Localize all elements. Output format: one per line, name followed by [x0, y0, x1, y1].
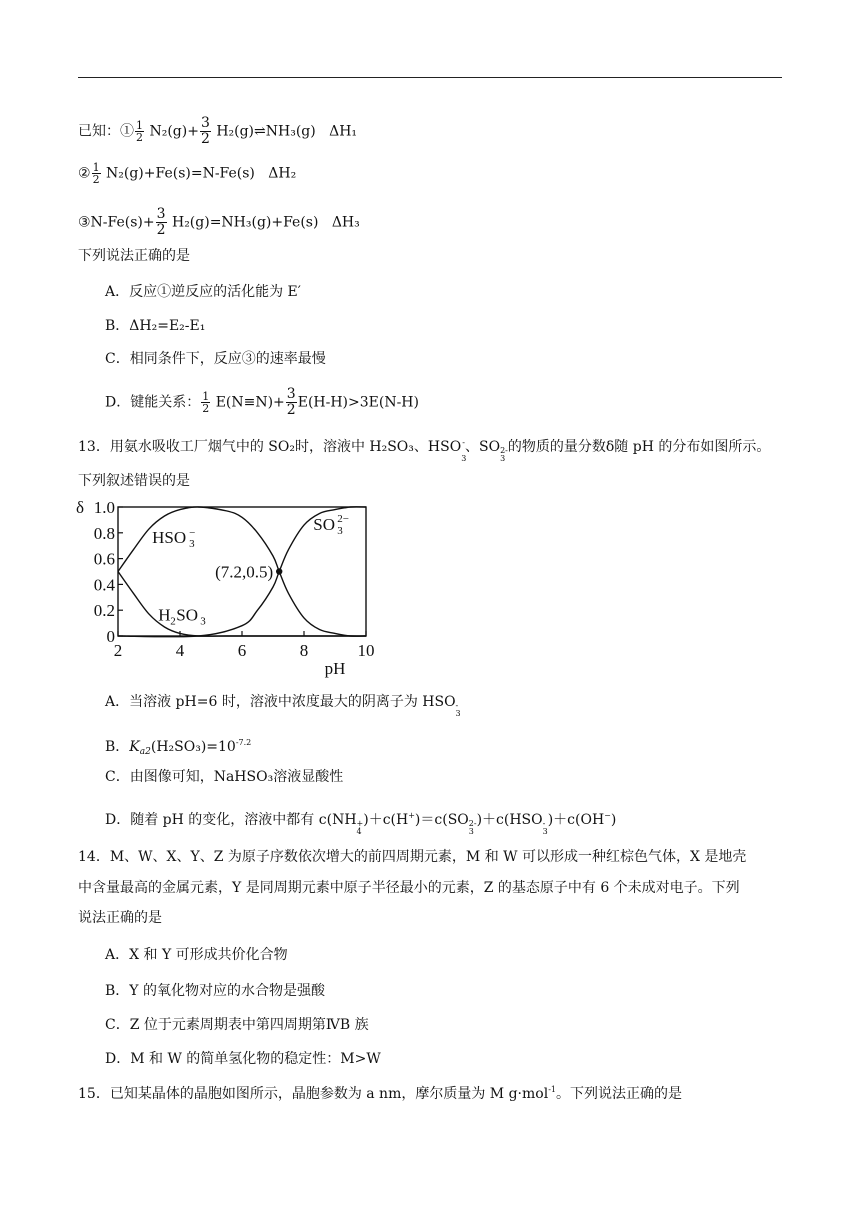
q12-stem: 下列说法正确的是 [78, 248, 190, 264]
q14-option-c: C．Z 位于元素周期表中第四周期第ⅣB 族 [105, 1017, 369, 1033]
q12-option-b: B．ΔH₂=E₂-E₁ [105, 318, 206, 334]
q13-stem-line2: 下列叙述错误的是 [78, 473, 190, 489]
fraction-three-halves: $\frac{3}{2}$ [200, 115, 210, 147]
y-axis-label: δ [76, 498, 85, 517]
label-hso3-sub: 3 [189, 538, 195, 551]
label-so3: SO [313, 515, 336, 535]
y-tick-label: 1.0 [93, 498, 115, 517]
q15-stem: 15．已知某晶体的晶胞如图所示，晶胞参数为 a nm，摩尔质量为 M g·mol$^{-1}$。下列说法正确的是 [78, 1085, 682, 1102]
given-intro: 已知：① [78, 123, 134, 140]
label-h2so3-sub: 2 [170, 615, 176, 628]
label-h2so3-sub2: 3 [200, 615, 206, 628]
y-tick-label: 0.4 [93, 575, 115, 595]
y-tick-label: 0.6 [93, 549, 115, 569]
reaction-1: 已知：① $\frac{1}{2}$ N₂(g)+ $\frac{3}{2}$ H₂(g)⇌NH₃(g) ΔH₁ [78, 115, 358, 147]
q12-option-a: A．反应①逆反应的活化能为 E′ [105, 284, 301, 300]
label-h2so3-tail: SO [176, 605, 199, 625]
x-tick-label: 8 [299, 641, 309, 660]
header-rule [78, 77, 782, 78]
label-hso3-charge: − [189, 527, 196, 540]
equilibrium-arrow: ⇌ [254, 123, 266, 140]
q14-option-b: B．Y 的氧化物对应的水合物是强酸 [105, 983, 325, 999]
q13-option-b: B．$K_{a2}(H_2SO_3)=10^{-7.2}$ [105, 738, 252, 757]
reaction-2: ② $\frac{1}{2}$ N₂(g)+Fe(s)=N-Fe(s) ΔH₂ [78, 161, 297, 186]
q14-stem-line1: 14．M、W、X、Y、Z 为原子序数依次增大的前四周期元素，M 和 W 可以形成一种红棕色气体，X 是地壳 [78, 849, 747, 865]
speciation-chart-svg [74, 495, 384, 680]
x-tick-label: 10 [357, 641, 375, 660]
label-so3-sub: 3 [337, 525, 343, 538]
q12-option-d: D．键能关系： $\frac{1}{2}$ E(N≡N)+ $\frac{3}{2}$ E(H-H)>3E(N-H) [105, 386, 419, 418]
intersection-label: (7.2,0.5) [215, 562, 274, 582]
x-tick-label: 2 [113, 641, 123, 660]
reaction-3: ③N-Fe(s)+ $\frac{3}{2}$ H₂(g)=NH₃(g)+Fe(s) ΔH₃ [78, 206, 360, 238]
y-tick-label: 0.8 [93, 523, 115, 543]
q13-option-c: C．由图像可知，NaHSO₃溶液显酸性 [105, 769, 344, 785]
x-axis-label: pH [324, 659, 346, 678]
y-tick-label: 0 [106, 627, 115, 646]
q14-stem-line2: 中含量最高的金属元素，Y 是同周期元素中原子半径最小的元素，Z 的基态原子中有 6 个未成对电子。下列 [78, 880, 740, 896]
x-tick-label: 6 [237, 641, 247, 660]
speciation-chart [74, 495, 384, 680]
q14-option-a: A．X 和 Y 可形成共价化合物 [105, 947, 288, 963]
label-h2so3: H [158, 605, 171, 625]
q13-stem: 13．用氨水吸收工厂烟气中的 SO₂时，溶液中 H₂SO₃、HSO 3 -、SO 2- 3 的物质的量分数δ随 pH 的分布如图所示。 [78, 438, 771, 463]
q12-option-c: C．相同条件下，反应③的速率最慢 [105, 351, 326, 367]
y-tick-label: 0.2 [93, 601, 115, 621]
q14-stem-line3: 说法正确的是 [78, 910, 162, 926]
q14-option-d: D．M 和 W 的简单氢化物的稳定性：M>W [105, 1051, 381, 1067]
label-hso3: HSO [152, 528, 187, 548]
label-so3-charge: 2− [337, 513, 350, 526]
q13-option-a: A．当溶液 pH=6 时，溶液中浓度最大的阴离子为 HSO - 3 [105, 694, 461, 718]
q13-option-d: D．随着 pH 的变化，溶液中都有 c(NH + 4 )＋c(H+)＝c(SO 2- 3 )＋c(HSO - 3 )＋c(OH−) [105, 811, 617, 836]
intersection-point [276, 568, 282, 574]
x-tick-label: 4 [175, 641, 185, 660]
fraction-half: $\frac{1}{2}$ [136, 119, 143, 144]
